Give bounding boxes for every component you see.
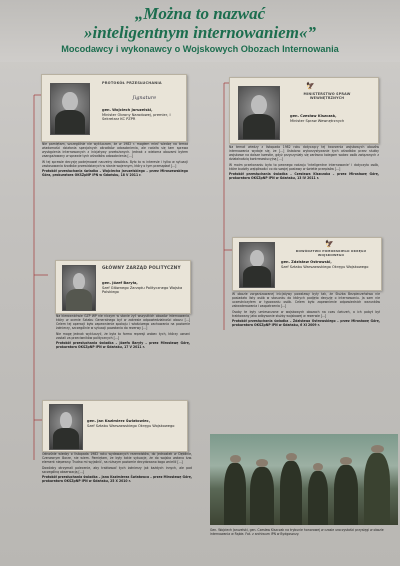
portrait-kiszczak <box>238 86 280 140</box>
caption-baryla: gen. Józef Baryła, Szef Głównego Zarządu Politycznego Wojska Polskiego <box>102 281 183 294</box>
ceremony-photo <box>210 434 398 525</box>
caption-jaruzelski: gen. Wojciech Jaruzelski, Minister Obrony Narodowej, premier, I Sekretarz KC PZPR <box>102 108 171 121</box>
title-line-1: „Można to nazwać <box>134 4 266 23</box>
doc-header: MINISTERSTWO SPRAW WEWNĘTRZNYCH <box>303 92 351 100</box>
portrait-ostrowski <box>239 242 275 288</box>
eagle-emblem-icon: 🦅 <box>306 82 315 90</box>
portrait-jaruzelski <box>50 83 90 135</box>
title-line-2: »inteligentnym internowaniem«” <box>84 23 316 42</box>
page-subtitle: Mocodawcy i wykonawcy o Wojskowych Obozach Internowania <box>61 44 339 54</box>
doc-header: DOWÓDZTWO POMORSKIEGO OKRĘGU WOJSKOWEGO <box>295 249 367 257</box>
photo-caption: Gen. Wojciech Jaruzelski, gen. Czesław Kiszczak na trybunie honorowej w czasie uroczystości przysięgi w obozie internowania w Rąbie. Fot. z archiwum IPN w Bydgoszczy. <box>210 528 384 537</box>
testimony-baryla: Na kierownictwie GZP WP nie niczym w stanie żyć wszystkich obozów internowania, który w ocenie Sztabu Generalnego był w zakresie odpowiedzialności obozu [...] Celem tej operacji było zapewnienie spokoju i właściwego zachowania na poziomie żołnierzy, szczególnie w sytuacji powołania do rezerwy [...] Nie mogę jednak wykluczyć, że była to forma represji wobec tych, którzy uznani zostali za przeciwników politycznych [...] Protokół przesłuchania świadka – Józefa Baryły – przez Mirosławę Górę, prokuratora OKŚZpNP IPN w Gdańsku, 17 V 2011 r. <box>56 314 190 350</box>
document-jaruzelski <box>41 74 187 142</box>
document-swiatowiec <box>42 400 188 452</box>
document-kiszczak <box>229 77 379 144</box>
testimony-jaruzelski: Nie pamiętam, szczególnie nie wykluczam, że w 1982 r. mogłem mieć wiedzę na temat wiadomości działania specjalnych ośrodków odosobnienia, ale rodziła się tam sprawa wystąpienia internowanych z inicjatywy przełożonych. Jednak z wieloma obozami byłem zaangażowany w sprawie tych ośrodków odosobnienia [...] W tej sprawie decyzję podejmował naczelny dowódca. Było to w interesie i tylko w sytuacji zastosowania środków przewidzianych w stanie wojennym, który o tym przesądzał [...] Protokół przesłuchania świadka – Wojciecha Jaruzelskiego – przez Miroszewskiego Góra, prokuratora OKŚZpNP IPN w Gdańsku, 18 V 2011 r. <box>42 142 188 178</box>
caption-swiatowiec: gen. Jan Kazimierz Światowiec, Szef Sztabu Warszawskiego Okręgu Wojskowego <box>87 419 175 428</box>
caption-kiszczak: gen. Czesław Kiszczak, Minister Spraw Wewnętrznych <box>290 114 345 123</box>
document-ostrowski <box>232 237 382 291</box>
portrait-swiatowiec <box>49 404 83 450</box>
portrait-baryla <box>62 265 96 311</box>
doc-header: PROTOKÓŁ PRZESŁUCHANIA <box>102 81 162 85</box>
testimony-ostrowski: W obozie zorganizowanej inicjatywy powstawy były tak, że Służba Bezpieczeństwa nie posiadała listy osób w stosunku do których podjęto decyzję o internowaniu. Ja sam nie uczestniczyłem w typowaniu osób. Celem było zapewnienie odpowiednich warunków zakwaterowania i zaopatrzenia [...] Osoby te były umieszczone w wojskowych obozach na czas ćwiczeń, a ich pobyt był traktowany jako odbywanie służby wojskowej w rezerwie [...] Protokół przesłuchania świadka – Zdzisława Ostrowskiego – przez Mirosławę Górę, prokuratora OKŚZpNP IPN w Gdańsku, 6 XI 2009 r. <box>232 292 380 328</box>
testimony-swiatowiec: Odnośnie wiedzy o listopada 1982 roku wydawanych rezerwistów, do jednostek w Dęblinie, Czerwonym Borze, nie wiem. Pamiętam, że były takie sytuacje, że do wojska wołano tzw. element niepewny. Trudno mi wyjaśnić, na niższym poziomie decydowano kogo wcielić [...] Dowódcy otrzymali polecenie, aby traktować tych żołnierzy jak każdych innych, ale pod szczególną obserwacją [...] Protokół przesłuchania świadka – Jana Kazimierza Światowca – przez Mirosławę Górę, prokuratora OKŚZpNP IPN w Gdańsku, 25 X 2010 r. <box>42 452 192 484</box>
testimony-kiszczak: Na temat wiedzy z listopada 1982 roku dotyczący tej tworzenia wojskowych obozów internowania wydaje się, że [...] Ustalono wykorzystywanie tych ośrodków przez służby wojskowe na dalsze kwestie, gdyż przyczyniały się zarówno kolegom wobec osób związanych z działalnością kontrrewolucyjną [...] W moim przekonaniu było to pewnego rodzaju 'inteligentne internowanie' i dotyczyło osób, które budziły wątpliwości co do swojej postawy w świetle przepisów [...] Protokół przesłuchania świadka – Czesława Kiszczaka – przez Mirosławę Górę, prokuratora OKŚZpNP IPN w Gdańsku, 13 IV 2011 r. <box>229 145 379 181</box>
doc-header: GŁÓWNY ZARZĄD POLITYCZNY <box>102 266 181 271</box>
signature: ∫ignature <box>132 95 157 101</box>
document-baryla <box>55 260 191 314</box>
eagle-emblem-icon: 🦅 <box>325 240 334 248</box>
caption-ostrowski: gen. Zdzisław Ostrowski, Szef Sztabu Warszawskiego Okręgu Wojskowego <box>281 260 369 269</box>
